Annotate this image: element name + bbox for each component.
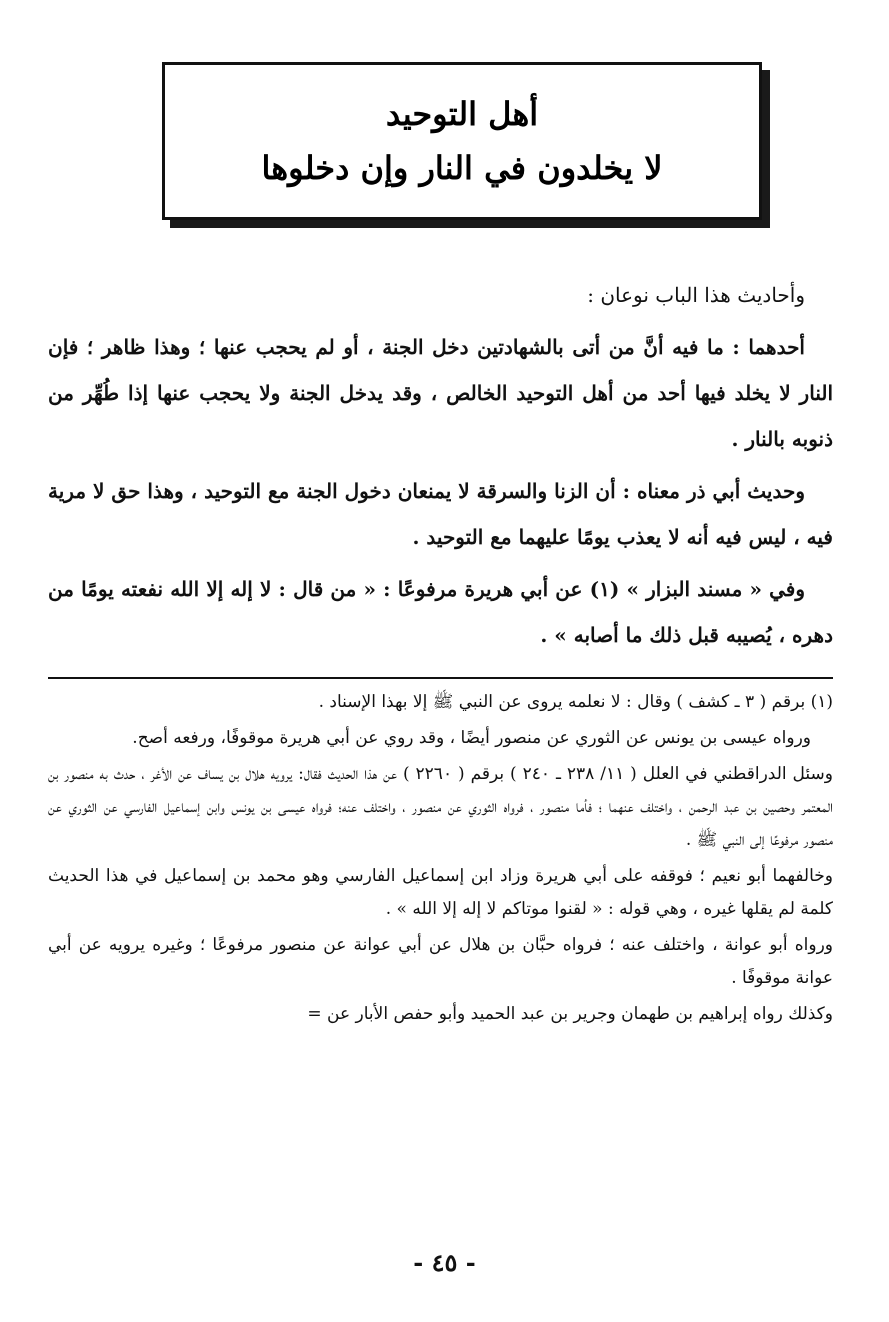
paragraph-abu-dhar: وحديث أبي ذر معناه : أن الزنا والسرقة لا يمنعان دخول الجنة مع التوحيد ، وهذا حق لا مرية فيه ، ليس فيه أنه لا يعذب يومًا عليهما مع التوحيد . xyxy=(48,479,833,549)
paragraph-bazzar: وفي « مسند البزار » (١) عن أبي هريرة مرفوعًا : « من قال : لا إله إلا الله نفعته يومًا من دهره ، يُصيبه قبل ذلك ما أصابه » . xyxy=(48,577,833,647)
footnote-line-4: وخالفهما أبو نعيم ؛ فوقفه على أبي هريرة وزاد ابن إسماعيل الفارسي وهو محمد بن إسماعيل في هذا الحديث كلمة لم يقلها غيره ، وهي قوله : « لقنوا موتاكم لا إله إلا الله » . xyxy=(48,866,833,919)
footnote-line-5: ورواه أبو عوانة ، واختلف عنه ؛ فرواه حبَّان بن هلال عن أبي عوانة عن منصور مرفوعًا ؛ وغيره يرويه عن أبي عوانة موقوفًا . xyxy=(48,935,833,988)
chapter-title-line-2: لا يخلدون في النار وإن دخلوها xyxy=(261,149,663,187)
paragraph-first-type: أحدهما : ما فيه أنَّ من أتى بالشهادتين دخل الجنة ، أو لم يحجب عنها ؛ وهذا ظاهر ؛ فإن النار لا يخلد فيها أحد من أهل التوحيد الخالص ، وقد يدخل الجنة ولا يحجب عنها إذا طُهِّر من ذنوبه بالنار . xyxy=(48,335,833,451)
footnote-separator xyxy=(48,677,833,679)
paragraph-intro: وأحاديث هذا الباب نوعان : xyxy=(587,283,805,307)
footnote-line-3: وسئل الدراقطني في العلل ( ١١/ ٢٣٨ ـ ٢٤٠ ) برقم ( ٢٢٦٠ ) عن هذا الحديث فقال: يرويه هلال بن يساف عن الأغر ، حدث به منصور بن المعتمر وحصين بن عبد الرحمن ، واختلف عنهما ؛ فأما منصور ، فرواه الثوري عن منصور ، واختلف عنه؛ فرواه عيسى بن يونس وابن إسماعيل الفارسي عن الثوري عن منصور مرفوعًا إلى النبي ﷺ . xyxy=(48,764,833,850)
page-number: - ٤٥ - xyxy=(413,1248,476,1277)
footnote-line-2: ورواه عيسى بن يونس عن الثوري عن منصور أيضًا ، وقد روي عن أبي هريرة موقوفًا، ورفعه أصح. xyxy=(132,728,811,748)
footnote-line-6: وكذلك رواه إبراهيم بن طهمان وجرير بن عبد الحميد وأبو حفص الأبار عن = xyxy=(307,1004,833,1024)
chapter-title-box xyxy=(162,62,762,220)
chapter-title-line-1: أهل التوحيد xyxy=(385,95,539,133)
main-text xyxy=(48,272,833,664)
footnotes xyxy=(48,686,833,1034)
footnote-1: (١) برقم ( ٣ ـ كشف ) وقال : لا نعلمه يروى عن النبي ﷺ إلا بهذا الإسناد . xyxy=(318,692,833,712)
